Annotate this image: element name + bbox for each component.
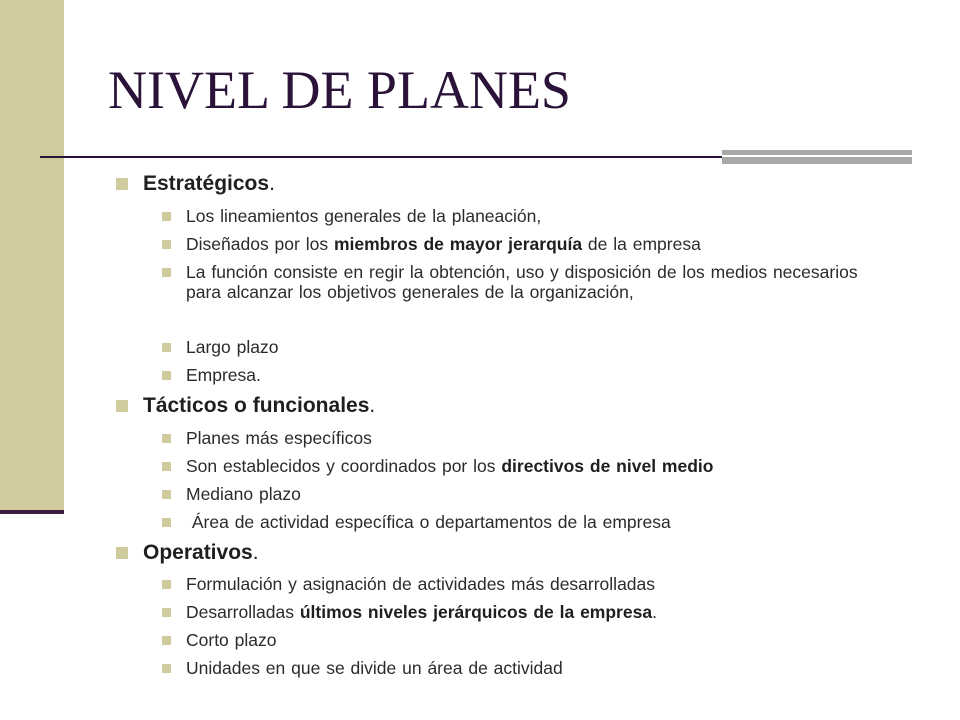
list-item: [162, 484, 882, 505]
list-item: [162, 206, 882, 227]
item-text: La función consiste en regir la obtención, uso y disposición de los medios necesarios para alcanzar los objetivos generales de la organización,: [186, 262, 858, 302]
section-heading-label: Estratégicos: [143, 172, 270, 195]
title-underline-accent: [722, 150, 912, 164]
square-bullet-icon: [162, 434, 171, 443]
square-bullet-icon: [162, 212, 171, 221]
square-bullet-icon: [162, 240, 171, 249]
item-text: Unidades en que se divide un área de actividad: [186, 658, 563, 678]
square-bullet-icon: [162, 518, 171, 527]
square-bullet-icon: [162, 371, 171, 380]
list-item: [162, 365, 882, 386]
list-item: [162, 574, 882, 595]
slide-title: NIVEL DE PLANES: [108, 60, 571, 120]
square-bullet-icon: [162, 343, 171, 352]
item-text: Mediano plazo: [186, 484, 301, 504]
square-bullet-icon: [162, 462, 171, 471]
item-text-after: .: [652, 602, 657, 622]
square-bullet-icon: [116, 547, 128, 559]
square-bullet-icon: [116, 178, 128, 190]
section-heading-label: Tácticos o funcionales: [143, 394, 370, 417]
square-bullet-icon: [162, 664, 171, 673]
section-heading-label: Operativos: [143, 541, 253, 564]
item-bold-text: directivos de nivel medio: [501, 456, 714, 476]
item-bold-text: últimos niveles jerárquicos de la empresa: [299, 602, 653, 622]
sidebar-accent: [0, 0, 64, 512]
item-text: Corto plazo: [186, 630, 277, 650]
item-text: Son establecidos y coordinados por los: [186, 456, 502, 476]
list-item: [162, 658, 882, 679]
section-heading-tacticos: [116, 393, 375, 419]
square-bullet-icon: [162, 636, 171, 645]
list-item: [162, 512, 882, 533]
item-text-after: de la empresa: [582, 234, 701, 254]
list-item: [162, 602, 882, 623]
item-text: Formulación y asignación de actividades más desarrolladas: [186, 574, 656, 594]
item-text: Largo plazo: [186, 337, 279, 357]
section-heading-suffix: .: [369, 394, 376, 417]
list-item: [162, 262, 862, 302]
section-heading-operativos: [116, 540, 259, 566]
list-item: [162, 456, 882, 477]
item-text: Planes más específicos: [186, 428, 372, 448]
list-item: [162, 428, 882, 449]
square-bullet-icon: [162, 580, 171, 589]
list-item: [162, 234, 882, 255]
square-bullet-icon: [162, 268, 171, 277]
item-text: Desarrolladas: [186, 602, 300, 622]
section-heading-suffix: .: [252, 541, 259, 564]
section-heading-estrategicos: [116, 171, 275, 197]
square-bullet-icon: [162, 608, 171, 617]
item-text: Diseñados por los: [186, 234, 334, 254]
item-text: Los lineamientos generales de la planeación,: [186, 206, 542, 226]
list-item: [162, 337, 882, 358]
item-bold-text: miembros de mayor jerarquía: [333, 234, 583, 254]
section-heading-suffix: .: [269, 172, 275, 195]
sidebar-accent-line: [0, 510, 64, 514]
item-text: Empresa.: [186, 365, 261, 385]
item-text: Área de actividad específica o departamentos de la empresa: [186, 512, 671, 532]
square-bullet-icon: [162, 490, 171, 499]
square-bullet-icon: [116, 400, 128, 412]
list-item: [162, 630, 882, 651]
